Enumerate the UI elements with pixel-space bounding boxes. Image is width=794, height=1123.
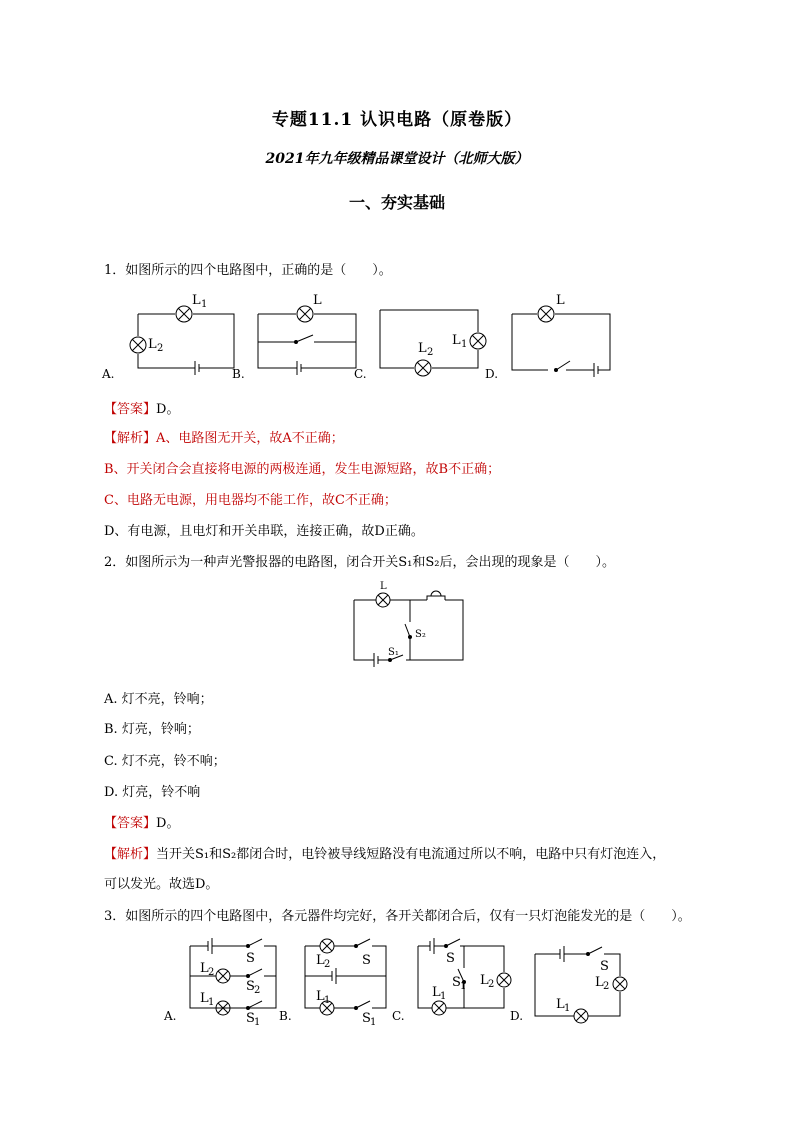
q3-b-l1-sub: 1	[324, 995, 331, 1006]
q2-s2-label: S₂	[415, 629, 426, 640]
q3-a-s2-sub: 2	[254, 985, 261, 996]
q2-answer-value: D。	[156, 816, 180, 831]
q1-a-l1-label: L	[192, 293, 201, 308]
q1-b-l-label: L	[313, 293, 322, 308]
q1-answer-tag: 【答案】	[104, 402, 157, 417]
q1-stem: 1．如图所示的四个电路图中，正确的是（ ）。	[104, 263, 392, 278]
q1-analysis-tag: 【解析】	[104, 431, 157, 446]
q1-a-l2-label: L	[148, 337, 157, 352]
q1-answer	[104, 398, 179, 417]
q3-option-d: D.	[510, 1009, 524, 1023]
q1-option-d: D.	[485, 367, 499, 380]
q3-d-l1-label: L	[556, 997, 565, 1012]
page-subtitle: 2021年九年级精品课堂设计（北师大版）	[265, 151, 529, 167]
q2-answer-tag: 【答案】	[104, 816, 157, 831]
q1-answer-value: D。	[156, 402, 180, 417]
q3-a-s2-label: S	[246, 979, 255, 994]
q3-stem: 3．如图所示的四个电路图中，各元器件均完好，各开关都闭合后，仅有一只灯泡能发光的是（ ）。	[104, 909, 691, 924]
q3-b-l2-sub: 2	[324, 959, 331, 970]
q3-d-l2-label: L	[595, 975, 604, 990]
q2-lamp-label: L	[380, 581, 387, 592]
q1-option-b: B.	[232, 367, 245, 380]
q2-option-a: A. 灯不亮，铃响；	[104, 692, 213, 707]
q2-option-b: B. 灯亮，铃响；	[104, 722, 200, 737]
q3-a-s-label: S	[246, 951, 255, 966]
q2-s1-label: S₁	[388, 647, 399, 658]
q1-c-l2-label: L	[418, 341, 427, 356]
q3-option-b: B.	[279, 1009, 292, 1023]
section-heading: 一、夯实基础	[348, 193, 445, 212]
q1-analysis-line: A、电路图无开关，故A不正确；	[156, 431, 344, 446]
q3-a-s1-label: S	[246, 1011, 255, 1026]
q3-a-l2-label: L	[200, 961, 209, 976]
q1-analysis-2: B、开关闭合会直接将电源的两极连通，发生电源短路，故B不正确；	[104, 462, 501, 477]
q3-c-l1-sub: 1	[440, 991, 447, 1002]
q3-a-s1-sub: 1	[254, 1017, 261, 1028]
page-title: 专题11.1 认识电路（原卷版）	[271, 110, 523, 130]
q2-stem: 2．如图所示为一种声光警报器的电路图，闭合开关S₁和S₂后，会出现的现象是（ ）。	[104, 555, 616, 570]
q3-b-s1-sub: 1	[370, 1017, 377, 1028]
q3-b-l2-label: L	[316, 953, 325, 968]
q1-analysis-3: C、电路无电源，用电器均不能工作，故C不正确；	[104, 493, 397, 508]
q2-answer	[104, 812, 179, 831]
q1-c-l2-sub: 2	[427, 347, 434, 358]
q2-option-c: C. 灯不亮，铃不响；	[104, 754, 226, 769]
q3-d-s-label: S	[600, 959, 609, 974]
q3-circuit-diagrams	[160, 936, 640, 1028]
q3-a-l1-sub: 1	[208, 997, 215, 1008]
q3-b-s-label: S	[362, 953, 371, 968]
q3-c-l1-label: L	[432, 985, 441, 1000]
q3-d-l2-sub: 2	[603, 981, 610, 992]
q2-analysis-1	[104, 843, 665, 862]
q2-analysis-line1: 当开关S₁和S₂都闭合时，电铃被导线短路没有电流通过所以不响，电路中只有灯泡连入，	[156, 847, 666, 862]
q1-c-l1-label: L	[452, 333, 461, 348]
q1-c-l1-sub: 1	[461, 339, 468, 350]
q2-analysis-2: 可以发光。故选D。	[104, 877, 219, 892]
q1-d-l-label: L	[556, 293, 565, 308]
q3-c-s1-sub: 1	[460, 981, 467, 992]
q2-option-d: D. 灯亮，铃不响	[104, 785, 201, 800]
q3-b-l1-label: L	[316, 989, 325, 1004]
q1-a-l2-sub: 2	[157, 343, 164, 354]
q3-option-a: A.	[164, 1009, 177, 1023]
q2-analysis-tag: 【解析】	[104, 847, 157, 862]
q3-c-s-label: S	[446, 951, 455, 966]
q3-option-c: C.	[392, 1009, 405, 1023]
q3-a-l2-sub: 2	[208, 967, 215, 978]
q1-analysis-1	[104, 427, 344, 446]
q3-a-l1-label: L	[200, 991, 209, 1006]
q2-circuit-diagram	[350, 577, 470, 669]
q1-option-c: C.	[354, 367, 367, 380]
q1-analysis-4: D、有电源，且电灯和开关串联，连接正确，故D正确。	[104, 524, 424, 539]
q3-d-l1-sub: 1	[564, 1003, 571, 1014]
q1-circuit-diagrams	[100, 290, 620, 380]
q1-option-a: A.	[102, 367, 115, 380]
q3-c-s1-label: S	[452, 975, 461, 990]
q3-c-l2-label: L	[480, 973, 489, 988]
q3-c-l2-sub: 2	[488, 979, 495, 990]
q1-a-l1-sub: 1	[201, 299, 208, 310]
q3-b-s1-label: S	[362, 1011, 371, 1026]
